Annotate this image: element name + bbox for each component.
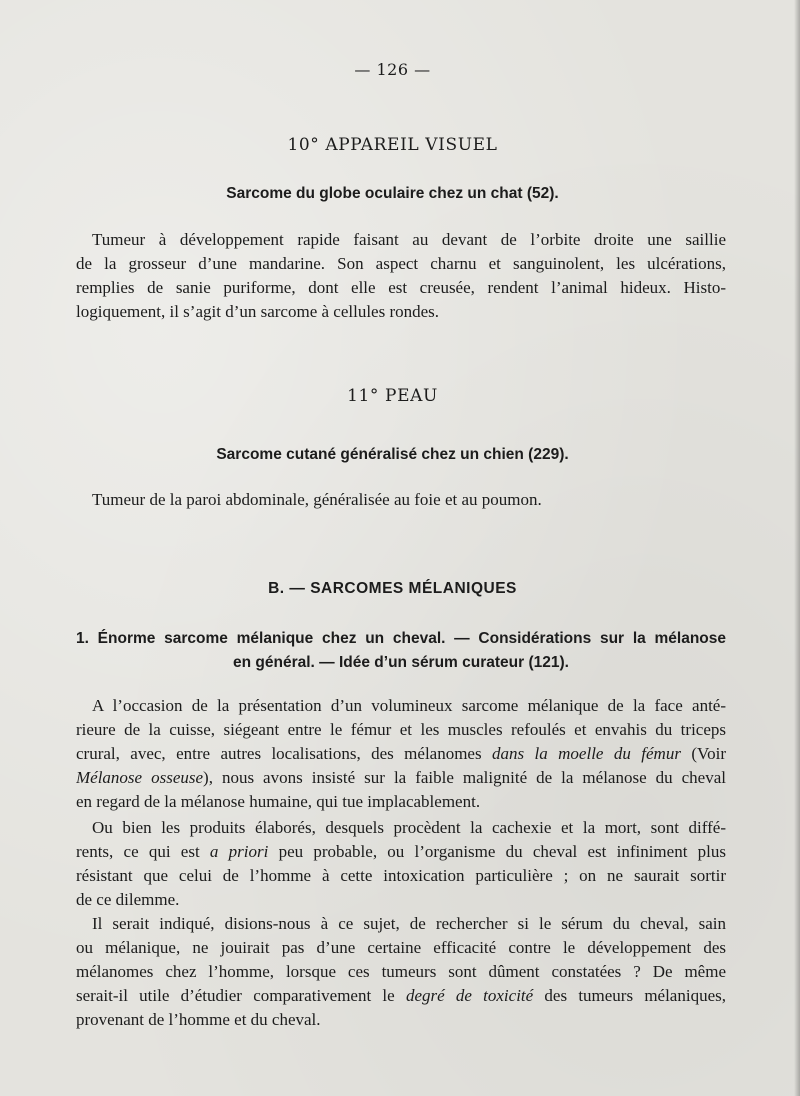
text-line: logiquement, il s’agit d’un sarcome à cellules rondes. [76, 302, 440, 321]
text-line: serait-il utile d’étudier comparativement le degré de toxicité des tumeurs mélaniques, [76, 986, 726, 1005]
section-10-subheading: Sarcome du globe oculaire chez un chat (52). [226, 185, 559, 202]
section-11-subheading: Sarcome cutané généralisé chez un chien (229). [216, 446, 569, 463]
section-11-heading: 11° PEAU [347, 386, 438, 406]
text-line: rieure de la cuisse, siégeant entre le fémur et les muscles refoulés et envahis du triceps [76, 720, 726, 739]
text-line: ou mélanique, ne jouirait pas d’une certaine efficacité contre le développement des [76, 938, 726, 957]
text-line: provenant de l’homme et du cheval. [76, 1010, 321, 1029]
section-10-heading: 10° APPAREIL VISUEL [287, 135, 498, 155]
text-line: Tumeur de la paroi abdominale, généralisée au foie et au poumon. [92, 490, 542, 509]
section-b-heading: B. — SARCOMES MÉLANIQUES [268, 580, 517, 597]
text-line: de la grosseur d’une mandarine. Son aspect charnu et sanguinolent, les ulcérations, [76, 254, 726, 273]
text-line: remplies de sanie puriforme, dont elle est creusée, rendent l’animal hideux. Histo- [76, 278, 726, 297]
section-b-paragraph-2 [76, 816, 726, 912]
text-line: mélanomes chez l’homme, lorsque ces tumeurs sont dûment constatées ? De même [76, 962, 726, 981]
text-line: Il serait indiqué, disions-nous à ce sujet, de rechercher si le sérum du cheval, sain [92, 914, 726, 933]
section-10-paragraph [76, 228, 726, 324]
text-line: en regard de la mélanose humaine, qui tue implacablement. [76, 792, 481, 811]
subheading-line: 1. Énorme sarcome mélanique chez un cheval. — Considérations sur la mélanose [76, 630, 726, 647]
subheading-line: en général. — Idée d’un sérum curateur (121). [233, 654, 569, 671]
text-line: A l’occasion de la présentation d’un volumineux sarcome mélanique de la face anté- [92, 696, 726, 715]
section-b-subheading [76, 627, 726, 675]
text-line: crural, avec, entre autres localisations, des mélanomes dans la moelle du fémur (Voir [76, 744, 726, 763]
page-edge-shadow [794, 0, 800, 1096]
section-11-paragraph [76, 488, 726, 512]
page-number: — 126 — [354, 60, 431, 79]
text-line: résistant que celui de l’homme à cette intoxication particulière ; on ne saurait sortir [76, 866, 726, 885]
text-line: Tumeur à développement rapide faisant au devant de l’orbite droite une saillie [92, 230, 726, 249]
text-line: Ou bien les produits élaborés, desquels procèdent la cachexie et la mort, sont diffé- [92, 818, 726, 837]
text-line: rents, ce qui est a priori peu probable, ou l’organisme du cheval est infiniment plus [76, 842, 726, 861]
section-b-paragraph-1 [76, 694, 726, 814]
section-b-paragraph-3 [76, 912, 726, 1032]
text-line: de ce dilemme. [76, 890, 180, 909]
text-line: Mélanose osseuse), nous avons insisté sur la faible malignité de la mélanose du cheval [76, 768, 726, 787]
